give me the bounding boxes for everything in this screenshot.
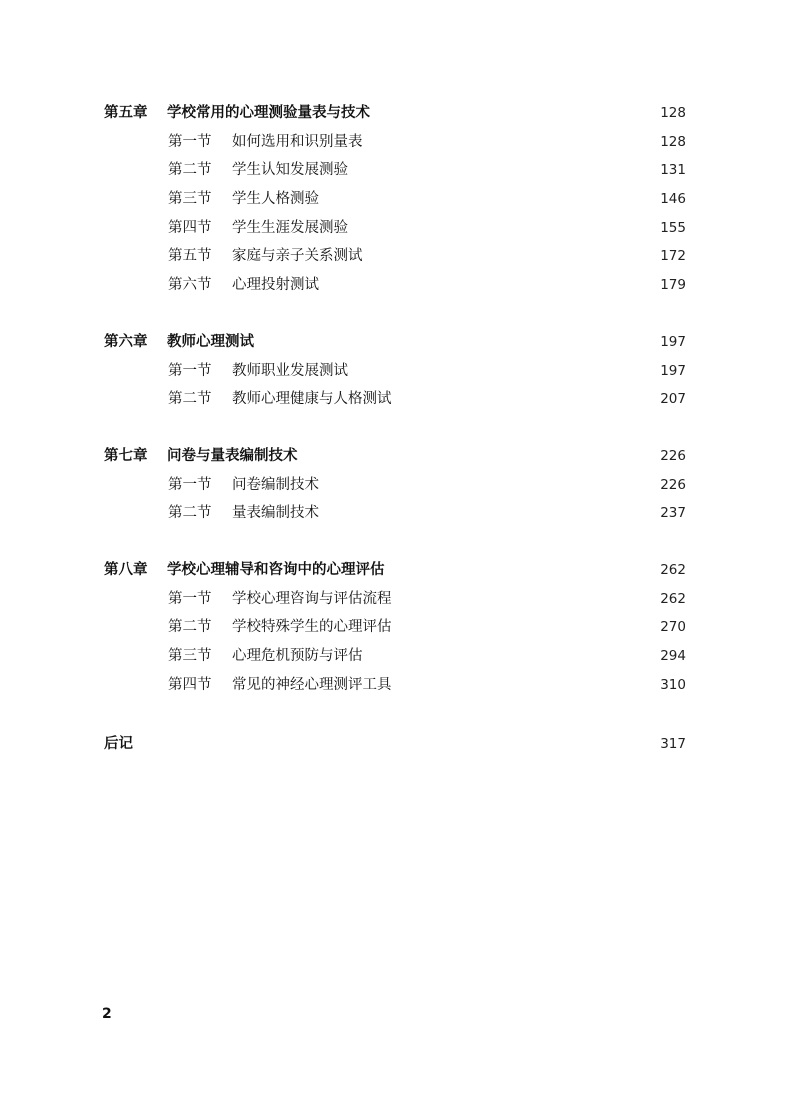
section-number: 第一节 [168, 476, 212, 493]
section-title: 学生人格测验 [232, 191, 319, 208]
section-title: 心理危机预防与评估 [232, 648, 363, 664]
section-number: 第三节 [168, 191, 212, 208]
chapter-title: 问卷与量表编制技术 [167, 447, 298, 464]
chapter-page-number: 226 [660, 447, 686, 464]
chapter-title: 学校心理辅导和咨询中的心理评估 [167, 561, 385, 578]
section-number: 第六节 [168, 277, 212, 294]
chapter-page-number: 197 [660, 333, 686, 350]
toc-section-entry[interactable] [104, 499, 686, 528]
afterword-title: 后记 [104, 736, 133, 752]
toc-section-entry[interactable] [104, 671, 686, 700]
toc-chapter-block [104, 556, 686, 699]
section-page-number: 262 [660, 590, 686, 607]
section-title: 常见的神经心理测评工具 [232, 676, 392, 693]
toc-section-entry[interactable] [104, 128, 686, 157]
section-number: 第四节 [168, 676, 212, 693]
section-title: 量表编制技术 [232, 505, 319, 522]
toc-chapter-block [104, 442, 686, 528]
toc-section-entry[interactable] [104, 271, 686, 300]
chapter-number: 第六章 [104, 333, 148, 350]
section-page-number: 197 [660, 362, 686, 379]
toc-chapter-entry[interactable] [104, 442, 686, 471]
chapter-number: 第八章 [104, 561, 148, 578]
chapter-number: 第七章 [104, 447, 148, 464]
section-number: 第二节 [168, 505, 212, 522]
section-title: 学生认知发展测验 [232, 162, 348, 179]
toc-section-entry[interactable] [104, 642, 686, 671]
afterword-page-number: 317 [660, 736, 686, 752]
section-number: 第四节 [168, 219, 212, 236]
toc-section-entry[interactable] [104, 385, 686, 414]
toc-section-entry[interactable] [104, 156, 686, 185]
section-page-number: 310 [660, 676, 686, 693]
toc-chapter-entry[interactable] [104, 556, 686, 585]
section-number: 第三节 [168, 648, 212, 664]
section-number: 第二节 [168, 162, 212, 179]
section-title: 家庭与亲子关系测试 [232, 248, 363, 265]
section-page-number: 270 [660, 619, 686, 636]
section-page-number: 146 [660, 191, 686, 208]
section-page-number: 128 [660, 133, 686, 150]
section-title: 心理投射测试 [232, 277, 319, 294]
section-title: 学校特殊学生的心理评估 [232, 619, 392, 636]
section-number: 第五节 [168, 248, 212, 265]
page-folio-number: 2 [102, 1006, 112, 1022]
section-page-number: 294 [660, 648, 686, 664]
chapter-title: 教师心理测试 [167, 333, 254, 350]
toc-entry-afterword[interactable] [104, 730, 686, 759]
section-page-number: 179 [660, 277, 686, 294]
chapter-title: 学校常用的心理测验量表与技术 [167, 105, 370, 121]
toc-section-entry[interactable] [104, 471, 686, 500]
section-title: 如何选用和识别量表 [232, 133, 363, 150]
chapter-page-number: 262 [660, 561, 686, 578]
section-page-number: 131 [660, 162, 686, 179]
section-page-number: 172 [660, 248, 686, 265]
section-title: 问卷编制技术 [232, 476, 319, 493]
section-page-number: 226 [660, 476, 686, 493]
table-of-contents [104, 99, 686, 727]
toc-chapter-entry[interactable] [104, 328, 686, 357]
toc-chapter-block [104, 99, 686, 300]
section-number: 第一节 [168, 590, 212, 607]
toc-section-entry[interactable] [104, 585, 686, 614]
section-number: 第二节 [168, 391, 212, 408]
section-number: 第二节 [168, 619, 212, 636]
chapter-number: 第五章 [104, 105, 148, 121]
toc-section-entry[interactable] [104, 242, 686, 271]
toc-chapter-entry[interactable] [104, 99, 686, 128]
toc-section-entry[interactable] [104, 214, 686, 243]
section-title: 学生生涯发展测验 [232, 219, 348, 236]
section-title: 教师职业发展测试 [232, 362, 348, 379]
section-number: 第一节 [168, 133, 212, 150]
toc-section-entry[interactable] [104, 357, 686, 386]
section-page-number: 155 [660, 219, 686, 236]
section-page-number: 237 [660, 505, 686, 522]
section-title: 教师心理健康与人格测试 [232, 391, 392, 408]
toc-section-entry[interactable] [104, 613, 686, 642]
section-number: 第一节 [168, 362, 212, 379]
section-title: 学校心理咨询与评估流程 [232, 590, 392, 607]
toc-section-entry[interactable] [104, 185, 686, 214]
chapter-page-number: 128 [660, 105, 686, 121]
section-page-number: 207 [660, 391, 686, 408]
toc-chapter-block [104, 328, 686, 414]
